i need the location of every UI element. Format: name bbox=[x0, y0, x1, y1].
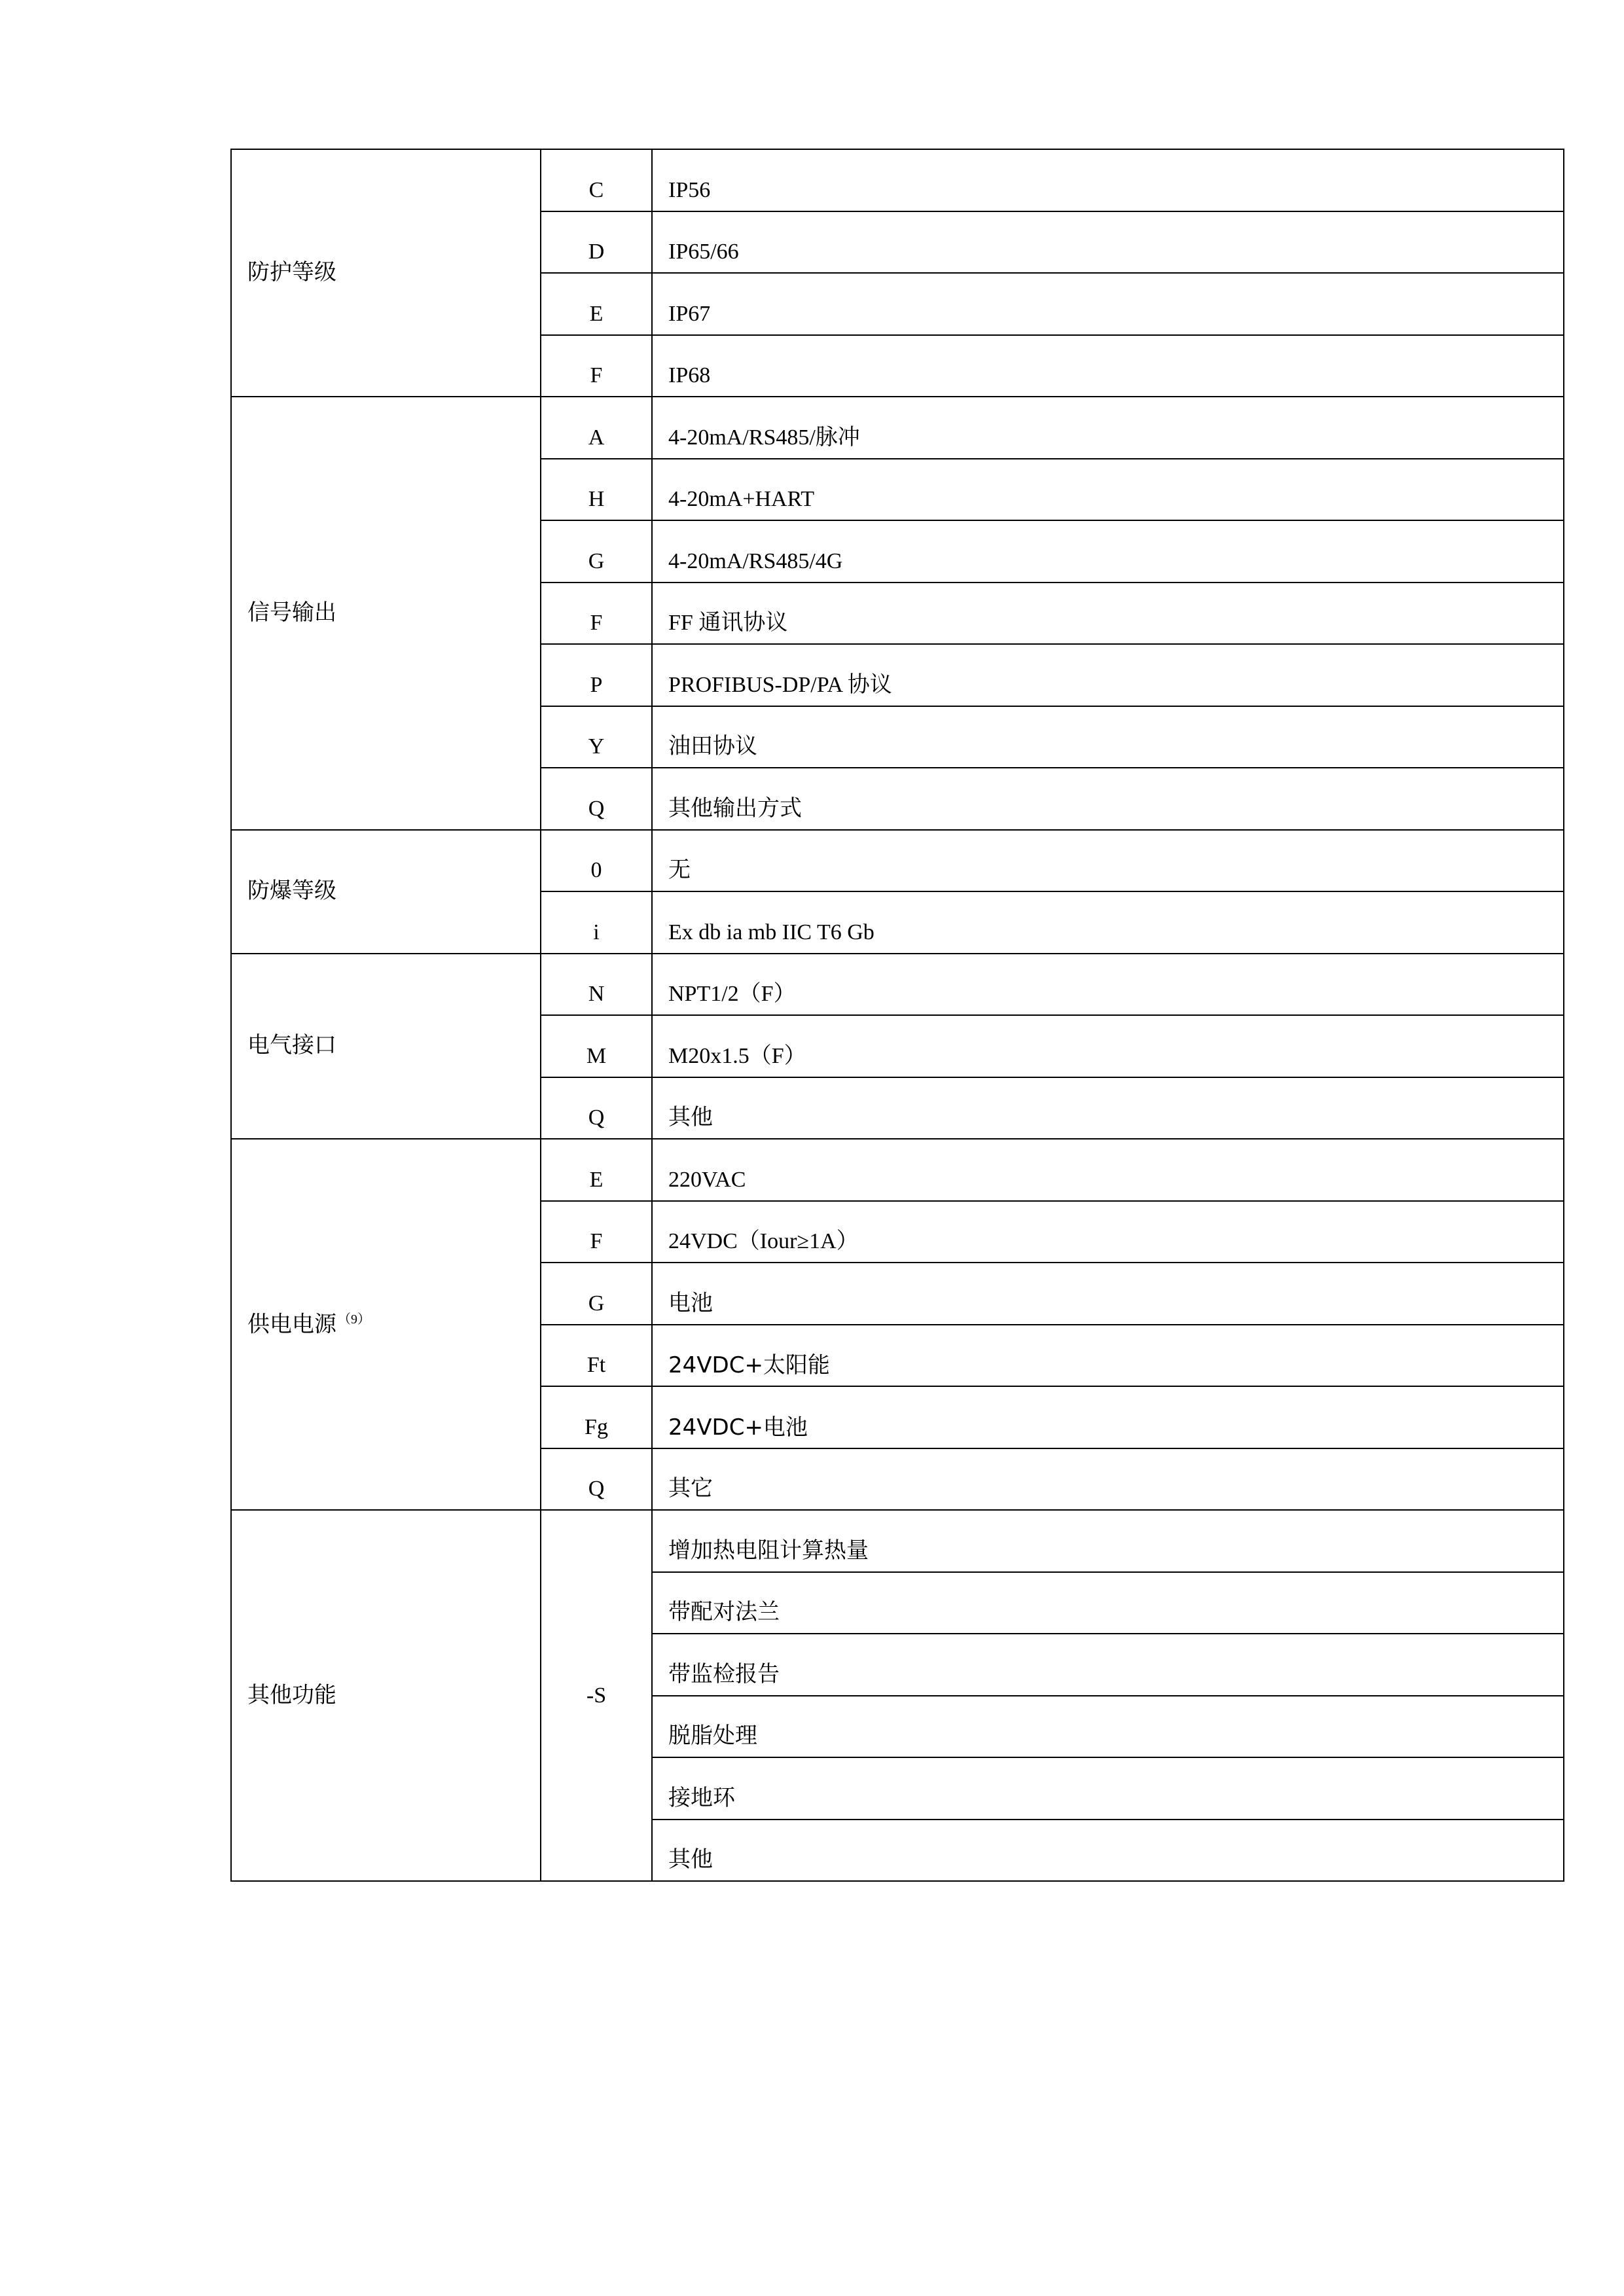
table-row bbox=[231, 1510, 1564, 1572]
group-label-signal-output: 信号输出 bbox=[231, 397, 541, 830]
option-code: Q bbox=[541, 1448, 652, 1511]
option-code: F bbox=[541, 335, 652, 397]
option-desc: 24VDC+电池 bbox=[652, 1386, 1564, 1448]
option-code: 0 bbox=[541, 830, 652, 892]
table-row bbox=[231, 149, 1564, 211]
option-code: Y bbox=[541, 706, 652, 768]
option-desc: 24VDC（Iour≥1A） bbox=[652, 1201, 1564, 1263]
option-desc: IP68 bbox=[652, 335, 1564, 397]
option-code: E bbox=[541, 1139, 652, 1201]
spec-table bbox=[230, 149, 1564, 1882]
option-desc: 无 bbox=[652, 830, 1564, 892]
group-label-power-supply bbox=[231, 1139, 541, 1510]
table-row bbox=[231, 954, 1564, 1016]
option-desc: IP56 bbox=[652, 149, 1564, 211]
option-code: F bbox=[541, 1201, 652, 1263]
table-row bbox=[231, 1139, 1564, 1201]
option-code: E bbox=[541, 273, 652, 335]
group-label-text: 供电电源 bbox=[247, 1312, 336, 1337]
table-row bbox=[231, 830, 1564, 892]
option-code: Q bbox=[541, 768, 652, 830]
group-label-electrical-interface: 电气接口 bbox=[231, 954, 541, 1139]
option-desc: 其它 bbox=[652, 1448, 1564, 1511]
footnote-marker: （9） bbox=[338, 1312, 370, 1327]
option-desc: PROFIBUS-DP/PA 协议 bbox=[652, 644, 1564, 706]
option-desc: NPT1/2（F） bbox=[652, 954, 1564, 1016]
option-code: F bbox=[541, 583, 652, 645]
option-code: P bbox=[541, 644, 652, 706]
option-desc: 其他 bbox=[652, 1077, 1564, 1139]
option-desc: 带监检报告 bbox=[652, 1634, 1564, 1696]
option-code: A bbox=[541, 397, 652, 459]
group-label-protection: 防护等级 bbox=[231, 149, 541, 397]
option-code: H bbox=[541, 459, 652, 521]
option-desc: 增加热电阻计算热量 bbox=[652, 1510, 1564, 1572]
option-code: D bbox=[541, 211, 652, 274]
option-desc: 其他 bbox=[652, 1820, 1564, 1882]
group-label-explosion-proof: 防爆等级 bbox=[231, 830, 541, 954]
option-desc: Ex db ia mb IIC T6 Gb bbox=[652, 891, 1564, 954]
table-row bbox=[231, 397, 1564, 459]
option-desc: 4-20mA+HART bbox=[652, 459, 1564, 521]
option-desc: 油田协议 bbox=[652, 706, 1564, 768]
option-desc: 脱脂处理 bbox=[652, 1696, 1564, 1758]
option-code: -S bbox=[541, 1510, 652, 1881]
option-code: G bbox=[541, 1263, 652, 1325]
group-label-other-functions: 其他功能 bbox=[231, 1510, 541, 1881]
option-desc: 其他输出方式 bbox=[652, 768, 1564, 830]
option-desc: 4-20mA/RS485/脉冲 bbox=[652, 397, 1564, 459]
option-desc: 带配对法兰 bbox=[652, 1572, 1564, 1634]
option-desc: 24VDC+太阳能 bbox=[652, 1325, 1564, 1387]
option-desc: 电池 bbox=[652, 1263, 1564, 1325]
option-code: i bbox=[541, 891, 652, 954]
option-desc: M20x1.5（F） bbox=[652, 1015, 1564, 1077]
option-desc: IP67 bbox=[652, 273, 1564, 335]
option-desc: 220VAC bbox=[652, 1139, 1564, 1201]
option-desc: FF 通讯协议 bbox=[652, 583, 1564, 645]
option-code: G bbox=[541, 520, 652, 583]
option-desc: 4-20mA/RS485/4G bbox=[652, 520, 1564, 583]
option-code: Fg bbox=[541, 1386, 652, 1448]
option-code: N bbox=[541, 954, 652, 1016]
option-code: Q bbox=[541, 1077, 652, 1139]
option-code: M bbox=[541, 1015, 652, 1077]
option-desc: 接地环 bbox=[652, 1757, 1564, 1820]
option-code: Ft bbox=[541, 1325, 652, 1387]
option-desc: IP65/66 bbox=[652, 211, 1564, 274]
option-code: C bbox=[541, 149, 652, 211]
